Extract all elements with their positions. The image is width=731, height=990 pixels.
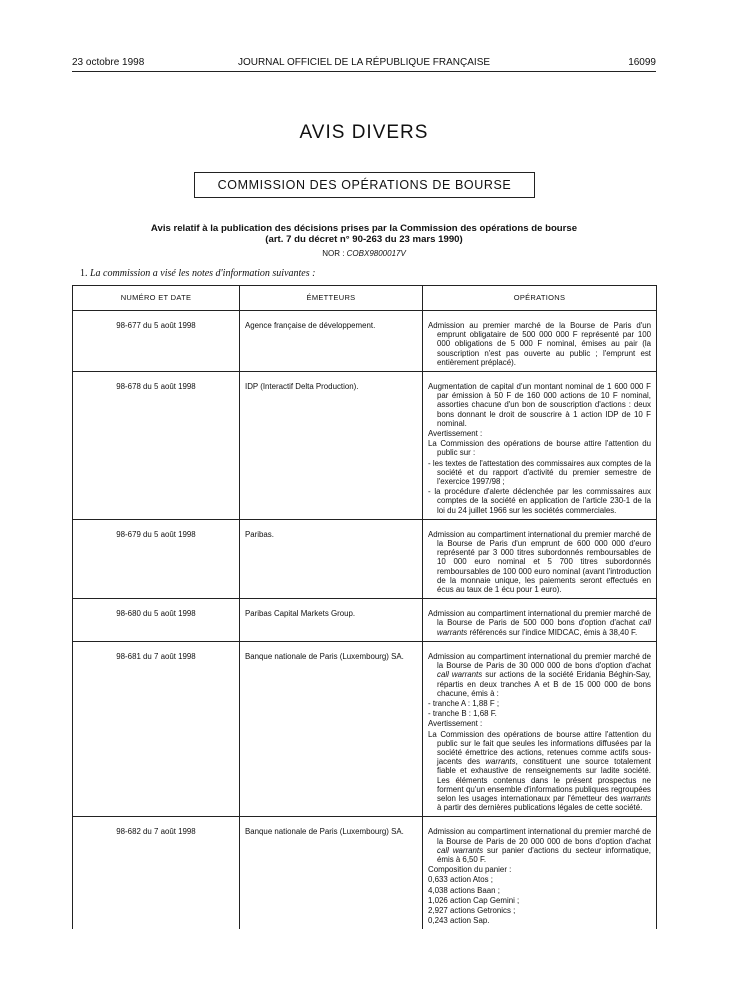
header-operations: OPÉRATIONS: [423, 286, 657, 311]
nor-label: NOR :: [322, 249, 345, 258]
operation-text: Augmentation de capital d'un montant nominal de 1 600 000 F par émission à 50 F de 160 000 actions de 10 F nominal, assorties chacune d'un bon de souscription d'actions : deux bons donnant le droit de souscrire à 1 action IDP de 10 F nominal.: [428, 382, 651, 428]
tranche-item: - tranche A : 1,88 F ;: [428, 698, 500, 708]
emetteur-cell: Paribas.: [240, 519, 423, 598]
operations-cell: [423, 372, 657, 520]
operation-text: [428, 609, 651, 637]
operations-cell: [423, 817, 657, 930]
operation-text-italic: call warrants: [437, 845, 484, 855]
emetteur-cell: IDP (Interactif Delta Production).: [240, 372, 423, 520]
running-header: [72, 56, 656, 70]
header-emetteurs: ÉMETTEURS: [240, 286, 423, 311]
intro-number: 1.: [80, 268, 88, 279]
operations-cell: [423, 641, 657, 816]
basket-item: 0,243 action Sap.: [428, 916, 490, 926]
avis-title-line-2: (art. 7 du décret n° 90-263 du 23 mars 1990): [265, 234, 463, 245]
basket-label: Composition du panier :: [428, 865, 512, 875]
operation-text: Admission au compartiment international du premier marché de la Bourse de Paris d'un emprunt de 600 000 000 d'euro représenté par 3 000 titres subordonnés remboursables de 10 000 euro nominal et 5 700 titres subordonnés remboursables de 100 000 euro nominal (avant l'introduction de la monnaie unique, les paiements seront effectués en écus au taux de 1 écu pour 1 euro).: [428, 529, 651, 595]
page-number: 16099: [628, 57, 656, 68]
numero-cell: 98-678 du 5 août 1998: [73, 372, 240, 520]
table-row: [73, 519, 657, 598]
operation-text-italic: call warrants: [437, 670, 483, 680]
emetteur-cell: Banque nationale de Paris (Luxembourg) SA.: [240, 817, 423, 930]
numero-cell: 98-680 du 5 août 1998: [73, 599, 240, 642]
operation-text: [428, 827, 651, 864]
decisions-table: [72, 285, 657, 929]
basket-item: 0,633 action Atos ;: [428, 875, 493, 885]
numero-cell: 98-682 du 7 août 1998: [73, 817, 240, 930]
warning-text-italic: warrants: [620, 793, 651, 803]
warning-item: - les textes de l'attestation des commissaires aux comptes de la société et du rapport d'activité du premier semestre de l'exercice 1997/98 ;: [428, 458, 651, 487]
intro-text: La commission a visé les notes d'information suivantes :: [90, 268, 316, 279]
header-rule: [72, 71, 656, 72]
basket-item: 1,026 action Cap Gemini ;: [428, 895, 520, 905]
table-row: [73, 372, 657, 520]
table-row: [73, 817, 657, 930]
operations-cell: [423, 311, 657, 372]
warning-text-part: , constituent une source totalement fiable et exhaustive de renseignements sur ladite société. Les éléments contenus dans le présent prospectus ne forment qu'un ensemble d'informations publiques regroupées selon les usages internationaux par l'émetteur des: [437, 757, 651, 803]
warning-label: Avertissement :: [428, 719, 483, 729]
header-numero: NUMÉRO ET DATE: [73, 286, 240, 311]
emetteur-cell: Agence française de développement.: [240, 311, 423, 372]
avis-title-line-1: Avis relatif à la publication des décisions prises par la Commission des opérations de bourse: [150, 223, 578, 234]
tranche-item: - tranche B : 1,68 F.: [428, 709, 497, 719]
operation-text: [428, 652, 651, 698]
journal-title: JOURNAL OFFICIEL DE LA RÉPUBLIQUE FRANÇAISE: [237, 57, 491, 68]
emetteur-cell: Banque nationale de Paris (Luxembourg) SA.: [240, 641, 423, 816]
operations-cell: [423, 599, 657, 642]
numero-cell: 98-681 du 7 août 1998: [73, 641, 240, 816]
avis-title: [72, 223, 656, 245]
operation-text-part: Admission au compartiment international du premier marché de la Bourse de Paris de 20 000 000 de bons d'option d'achat: [428, 827, 651, 846]
operations-cell: [423, 519, 657, 598]
commission-heading: COMMISSION DES OPÉRATIONS DE BOURSE: [194, 172, 535, 198]
operation-text-part: sur panier d'actions du secteur informatique, émis à 6,50 F.: [437, 845, 651, 864]
table-row: [73, 599, 657, 642]
operation-text-italic: call warrants: [437, 618, 651, 637]
basket-item: 4,038 actions Baan ;: [428, 885, 500, 895]
nor-code: COBX9800017V: [346, 249, 406, 258]
table-row: [73, 311, 657, 372]
warning-text-italic: warrants: [485, 757, 516, 767]
table-row: [73, 641, 657, 816]
operation-text: Admission au premier marché de la Bourse de Paris d'un emprunt obligataire de 500 000 000 F représenté par 100 000 obligations de 5 000 F nominal, émises au pair (la souscription n'est pas ouverte au public ; l'emprunt est entièrement préplacé).: [428, 321, 651, 367]
emetteur-cell: Paribas Capital Markets Group.: [240, 599, 423, 642]
section-title: AVIS DIVERS: [299, 122, 429, 143]
numero-cell: 98-679 du 5 août 1998: [73, 519, 240, 598]
warning-text-part: à partir des dernières publications légales de cette société.: [437, 803, 643, 813]
warning-item: - la procédure d'alerte déclenchée par les commissaires aux comptes de la société en application de l'article 230-1 de la loi du 24 juillet 1966 sur les sociétés commerciales.: [428, 487, 651, 515]
operation-text-part: Admission au compartiment international du premier marché de la Bourse de Paris de 30 000 000 de bons d'option d'achat: [428, 651, 651, 671]
operation-text-part: référencés sur l'indice MIDCAC, émis à 38,40 F.: [467, 627, 638, 637]
basket-item: 2,927 actions Getronics ;: [428, 905, 516, 915]
intro-paragraph: [80, 268, 315, 279]
numero-cell: 98-677 du 5 août 1998: [73, 311, 240, 372]
warning-text-part: La Commission des opérations de bourse attire l'attention du public sur le fait que seules les informations diffusées par la société émettrice des actions, retenues comme actifs sous-jacents des: [428, 729, 651, 767]
warning-text: La Commission des opérations de bourse attire l'attention du public sur :: [428, 439, 651, 458]
table-header-row: [73, 286, 657, 311]
nor-reference: [72, 249, 656, 258]
issue-date: 23 octobre 1998: [72, 57, 145, 68]
operation-text-part: sur actions de la société Eridania Béghin-Say, répartis en deux tranches A et B de 15 000 000 de bons chacune, émis à :: [437, 670, 651, 698]
operation-text-part: Admission au compartiment international du premier marché de la Bourse de Paris de 500 000 bons d'option d'achat: [428, 609, 651, 628]
warning-text: [428, 730, 651, 813]
warning-label: Avertissement :: [428, 429, 483, 439]
